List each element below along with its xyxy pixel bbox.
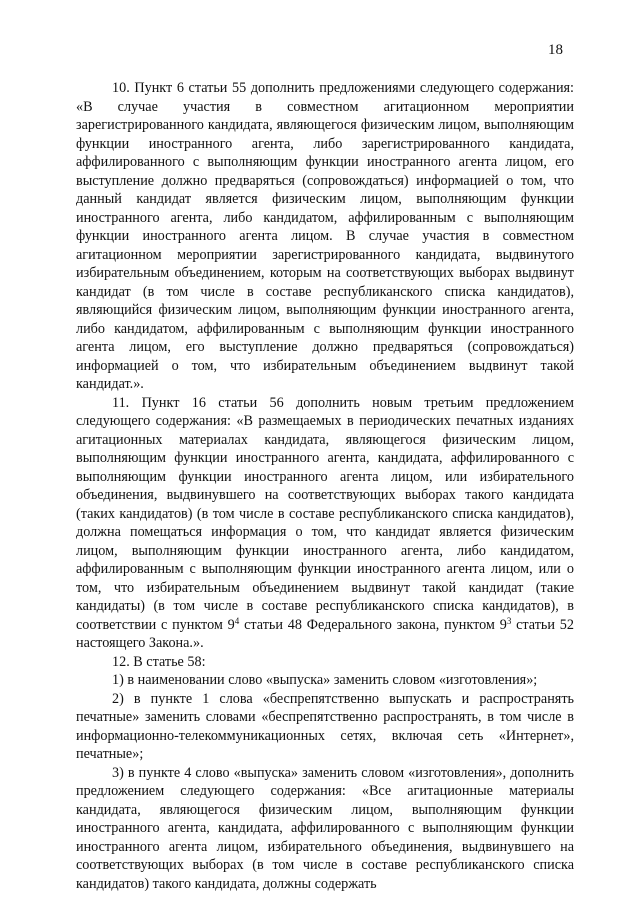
subitem-3: 3) в пункте 4 слово «выпуска» заменить словом «изготовления», дополнить предложением следующего содержания: «Все агитационные материалы кандидата, являющегося физическим лицом, выполняющим функции иностранного агента, кандидата, аффилированного с выполняющим функции иностранного агента лицом, избирательного объединения, выдвинувшего на соответствующих выборах (в том числе в составе республиканского списка кандидатов) такого кандидата, должны содержать — [76, 764, 574, 892]
paragraph-item-11 — [76, 394, 574, 653]
page-number: 18 — [548, 42, 563, 58]
paragraph-text: статьи 48 Федерального закона, пунктом 9 — [239, 616, 507, 633]
paragraph-text: 11. Пункт 16 статьи 56 дополнить новым третьим предложением следующего содержания: «В размещаемых в периодических печатных изданиях агитационных материалах кандидата, являющегося физическим лицом, выполняющим функции иностранного агента, кандидата, аффилированного с выполняющим функции иностранного агента лицом, или избирательного объединения, выдвинувшего на соответствующих выборах такого кандидата (таких кандидатов) (в том числе в составе республиканского списка кандидатов), должна помещаться информация о том, что кандидат является физическим лицом, выполняющим функции иностранного агента, либо кандидатом, аффилированным с выполняющим функции иностранного агента лицом, или о том, что избирательным объединением выдвинут такой кандидат (такие кандидаты) (в том числе в составе республиканского списка кандидатов), в соответствии с пунктом 9 — [76, 394, 574, 633]
paragraph-item-12: 12. В статье 58: — [112, 653, 206, 670]
subitem-1: 1) в наименовании слово «выпуска» заменить словом «изготовления»; — [112, 672, 538, 688]
superscript: 4 — [234, 615, 240, 626]
document-body — [76, 79, 574, 893]
paragraph-text: статьи 52 настоящего Закона.». — [76, 616, 574, 651]
paragraph-item-10: 10. Пункт 6 статьи 55 дополнить предложениями следующего содержания: «В случае участия в совместном агитационном мероприятии зарегистрированного кандидата, являющегося физическим лицом, выполняющим функции иностранного агента, либо зарегистрированного кандидата, аффилированного с выполняющим функции иностранного агента лицом, его выступление должно предваряться (сопровождаться) информацией о том, что данный кандидат является физическим лицом, выполняющим функции иностранного агента, либо кандидатом, аффилированным с выполняющим функции иностранного агента лицом. В случае участия в совместном агитационном мероприятии зарегистрированного кандидата, выдвинутого избирательным объединением, которым на соответствующих выборах выдвинут кандидат (в том числе в составе республиканского списка кандидатов), являющийся физическим лицом, выполняющим функции иностранного агента, либо кандидатом, аффилированным с выполняющим функции иностранного агента лицом, его выступление должно предваряться (сопровождаться) информацией о том, что избирательным объединением выдвинут такой кандидат.». — [76, 80, 574, 392]
superscript: 3 — [506, 615, 512, 626]
subitem-2: 2) в пункте 1 слова «беспрепятственно выпускать и распространять печатные» заменить словами «беспрепятственно распространять, в том числе в информационно-телекоммуникационных сетях, включая сеть «Интернет», печатные»; — [76, 690, 574, 762]
